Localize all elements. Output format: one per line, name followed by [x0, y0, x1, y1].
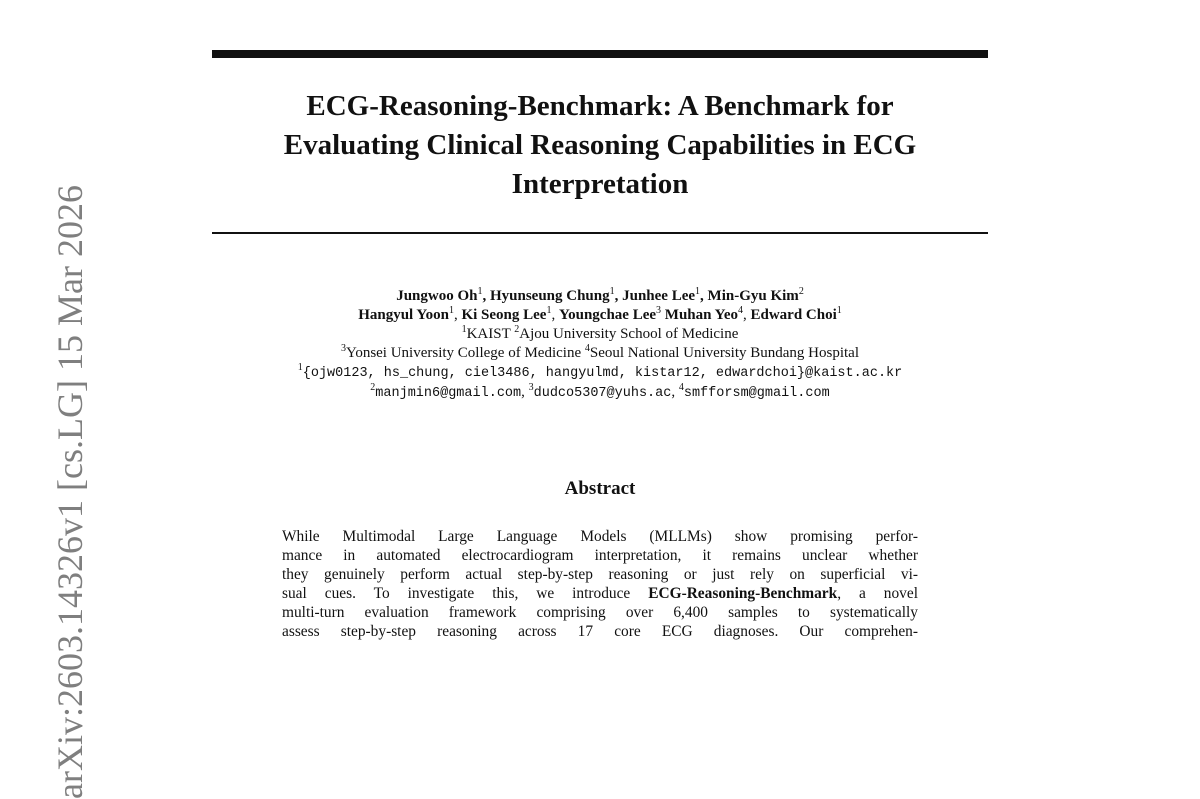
title-bottom-rule [212, 232, 988, 234]
author-name: Youngchae Lee [558, 307, 657, 323]
email-address[interactable]: dudco5307@yuhs.ac [533, 386, 672, 401]
affiliation: Seoul National University Bundang Hospital [589, 345, 859, 361]
affiliation: KAIST [466, 326, 511, 342]
abstract-line: sual cues. To investigate this, we introduce ECG-Reasoning-Benchmark, a novel [282, 585, 918, 602]
abstract-line: they genuinely perform actual step-by-step reasoning or just rely on superficial vi- [282, 566, 918, 583]
abstract-line: mance in automated electrocardiogram interpretation, it remains unclear whether [282, 547, 918, 564]
abstract-line: While Multimodal Large Language Models (MLLMs) show promising perfor- [282, 528, 918, 545]
abstract-line: multi-turn evaluation framework comprising over 6,400 samples to systematically [282, 604, 918, 621]
author-name: Ki Seong Lee [461, 307, 547, 323]
author-name: Muhan Yeo [664, 307, 738, 323]
paper-title [212, 87, 988, 204]
author-name: Jungwoo Oh [396, 288, 478, 304]
author-name: Junhee Lee [622, 288, 696, 304]
title-top-rule [212, 50, 988, 58]
email-address[interactable]: smfforsm@gmail.com [683, 386, 830, 401]
email-address[interactable]: manjmin6@gmail.com [375, 386, 522, 401]
affiliation-line-1: $^1$KAIST $^2$Ajou University School of Medicine [461, 324, 739, 342]
author-name: Hangyul Yoon [358, 307, 449, 323]
affiliation: Ajou University School of Medicine [519, 326, 739, 342]
affiliation: Yonsei University College of Medicine [345, 345, 582, 361]
author-line-1: Jungwoo Oh$^1$, Hyunseung Chung$^1$, Junhee Lee$^1$, Min-Gyu Kim$^2$ [396, 286, 804, 304]
author-name: Min-Gyu Kim [707, 288, 799, 304]
abstract-line: assess step-by-step reasoning across 17 core ECG diagnoses. Our comprehen- [282, 623, 918, 640]
affiliation-line-2: $^3$Yonsei University College of Medicine $^4$Seoul National University Bundang Hospital [340, 343, 859, 361]
title-line-3: Interpretation [511, 168, 689, 200]
email-line-1: $^1${ojw0123, hs_chung, ciel3486, hangyulmd, kistar12, edwardchoi}@kaist.ac.kr [297, 362, 903, 381]
abstract-heading: Abstract [564, 478, 636, 499]
title-line-1: ECG-Reasoning-Benchmark: A Benchmark for [306, 90, 894, 122]
arxiv-sidebar-stamp: arXiv:2603.14326v1 [cs.LG] 15 Mar 2026 [50, 185, 90, 799]
benchmark-name: ECG-Reasoning-Benchmark [648, 585, 838, 602]
author-block [180, 287, 1020, 403]
author-line-2: Hangyul Yoon$^1$, Ki Seong Lee$^1$, Youngchae Lee$^3$ Muhan Yeo$^4$, Edward Choi$^1$ [358, 305, 842, 323]
email-line-2: $^2$manjmin6@gmail.com, $^3$dudco5307@yuhs.ac, $^4$smfforsm@gmail.com [370, 382, 830, 401]
email-address[interactable]: {ojw0123, hs_chung, ciel3486, hangyulmd, kistar12, edwardchoi}@kaist.ac.kr [302, 366, 903, 381]
author-name: Edward Choi [750, 307, 837, 323]
abstract-body [282, 527, 918, 641]
title-line-2: Evaluating Clinical Reasoning Capabilities in ECG [283, 129, 917, 161]
author-name: Hyunseung Chung [489, 288, 610, 304]
